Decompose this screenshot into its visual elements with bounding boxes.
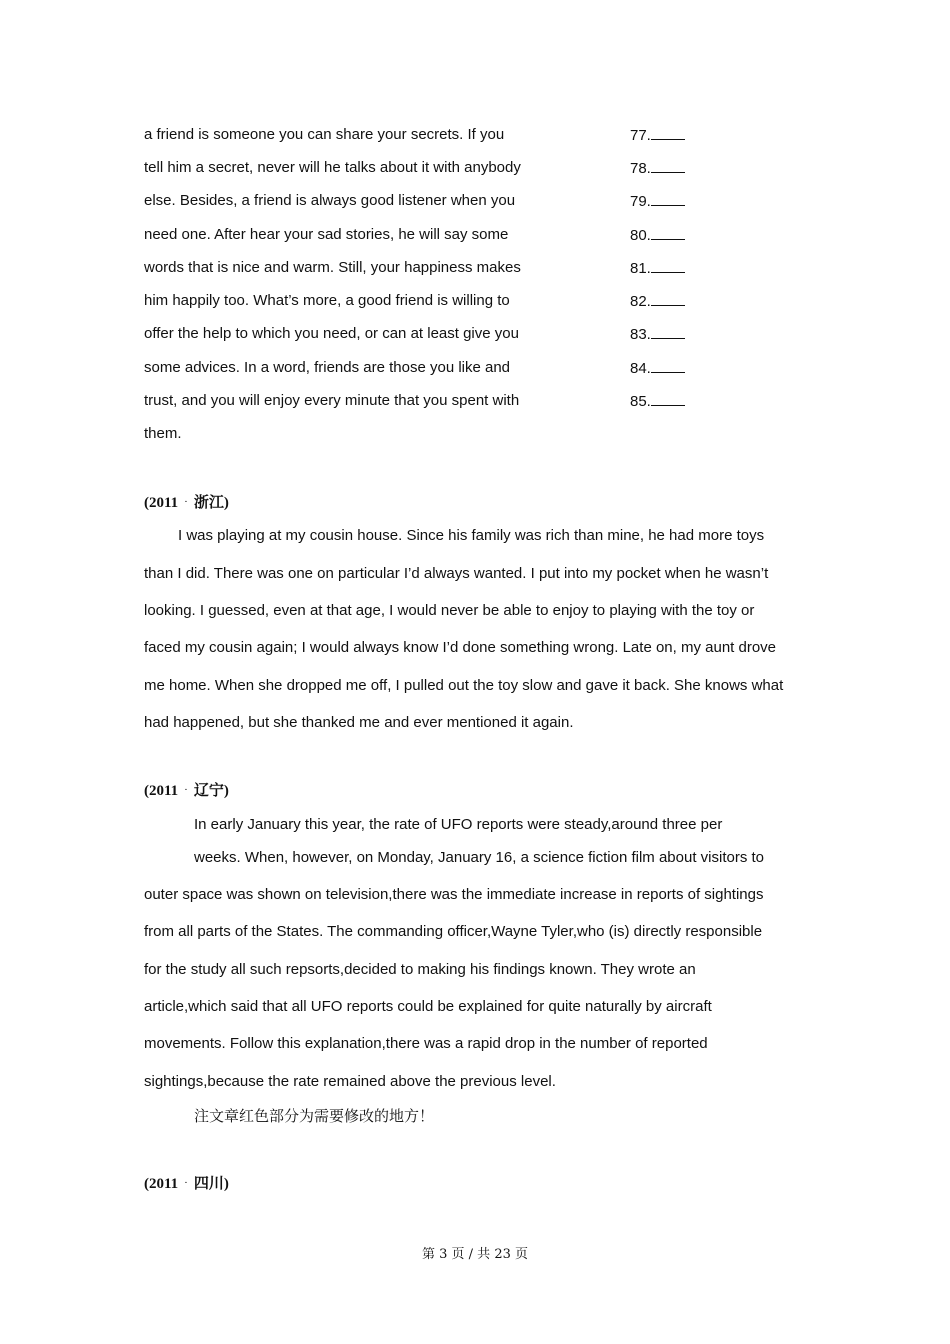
answer-blank (630, 391, 685, 412)
answer-number: 83. (630, 326, 651, 343)
correction-note: 注文章红色部分为需要修改的地方！ (194, 1107, 435, 1125)
passage1-line: a friend is someone you can share your secrets. If you (144, 126, 505, 143)
zhejiang-line: me home. When she dropped me off, I pulled out the toy slow and gave it back. She knows what (144, 677, 784, 694)
answer-blank (630, 258, 685, 279)
page-footer: 第 3 页 / 共 23 页 (422, 1247, 528, 1262)
liaoning-line: article,which said that all UFO reports could be explained for quite naturally by aircraft (144, 998, 712, 1015)
passage1-line: offer the help to which you need, or can at least give you (144, 325, 519, 342)
heading-region: 浙江) (193, 495, 229, 511)
passage1-line: them. (144, 425, 182, 442)
zhejiang-line: had happened, but she thanked me and ever mentioned it again. (144, 714, 574, 731)
answer-number: 82. (630, 293, 651, 310)
blank-underline (651, 225, 685, 240)
answer-number: 79. (630, 193, 651, 210)
passage1-line: trust, and you will enjoy every minute that you spent with (144, 392, 520, 409)
liaoning-line: weeks. When, however, on Monday, January 16, a science fiction film about visitors to (194, 849, 764, 866)
answer-number: 81. (630, 260, 651, 277)
passage1-line: him happily too. What’s more, a good friend is willing to (144, 292, 510, 309)
passage1-line: need one. After hear your sad stories, he will say some (144, 226, 509, 243)
heading-separator: · (184, 784, 188, 796)
answer-blank (630, 225, 685, 246)
answer-number: 80. (630, 227, 651, 244)
passage1-line: some advices. In a word, friends are those you like and (144, 359, 511, 376)
zhejiang-line: I was playing at my cousin house. Since his family was rich than mine, he had more toys (178, 527, 765, 544)
passage1-line: else. Besides, a friend is always good listener when you (144, 192, 516, 209)
blank-underline (651, 191, 685, 206)
section-heading-sichuan (144, 1174, 229, 1195)
blank-underline (651, 391, 685, 406)
blank-underline (651, 158, 685, 173)
liaoning-line: In early January this year, the rate of UFO reports were steady,around three per (194, 816, 723, 833)
heading-year: (2011 (144, 783, 179, 799)
zhejiang-line: than I did. There was one on particular I’d always wanted. I put into my pocket when he wasn’t (144, 565, 769, 582)
answer-number: 77. (630, 127, 651, 144)
blank-underline (651, 324, 685, 339)
liaoning-line: outer space was shown on television,there was the immediate increase in reports of sightings (144, 886, 764, 903)
heading-region: 四川) (193, 1176, 229, 1192)
blank-underline (651, 291, 685, 306)
answer-blank (630, 158, 685, 179)
heading-region: 辽宁) (193, 783, 229, 799)
heading-separator: · (184, 1177, 188, 1189)
blank-underline (651, 358, 685, 373)
answer-number: 78. (630, 160, 651, 177)
answer-number: 85. (630, 393, 651, 410)
liaoning-line: from all parts of the States. The commanding officer,Wayne Tyler,who (is) directly responsible (144, 923, 763, 940)
passage1-line: words that is nice and warm. Still, your happiness makes (144, 259, 521, 276)
heading-year: (2011 (144, 495, 179, 511)
answer-blank (630, 291, 685, 312)
answer-blank (630, 358, 685, 379)
zhejiang-line: looking. I guessed, even at that age, I would never be able to enjoy to playing with the toy or (144, 602, 755, 619)
liaoning-line: sightings,because the rate remained above the previous level. (144, 1073, 556, 1090)
liaoning-line: for the study all such repsorts,decided to making his findings known. They wrote an (144, 961, 696, 978)
section-heading-zhejiang (144, 493, 229, 514)
answer-blank (630, 324, 685, 345)
answer-number: 84. (630, 360, 651, 377)
blank-underline (651, 258, 685, 273)
answer-blank (630, 191, 685, 212)
section-heading-liaoning (144, 781, 229, 802)
liaoning-line: movements. Follow this explanation,there was a rapid drop in the number of reported (144, 1035, 708, 1052)
passage1-line: tell him a secret, never will he talks about it with anybody (144, 159, 521, 176)
blank-underline (651, 125, 685, 140)
answer-blank (630, 125, 685, 146)
heading-year: (2011 (144, 1176, 179, 1192)
zhejiang-line: faced my cousin again; I would always know I’d done something wrong. Late on, my aunt drove (144, 639, 777, 656)
heading-separator: · (184, 496, 188, 508)
